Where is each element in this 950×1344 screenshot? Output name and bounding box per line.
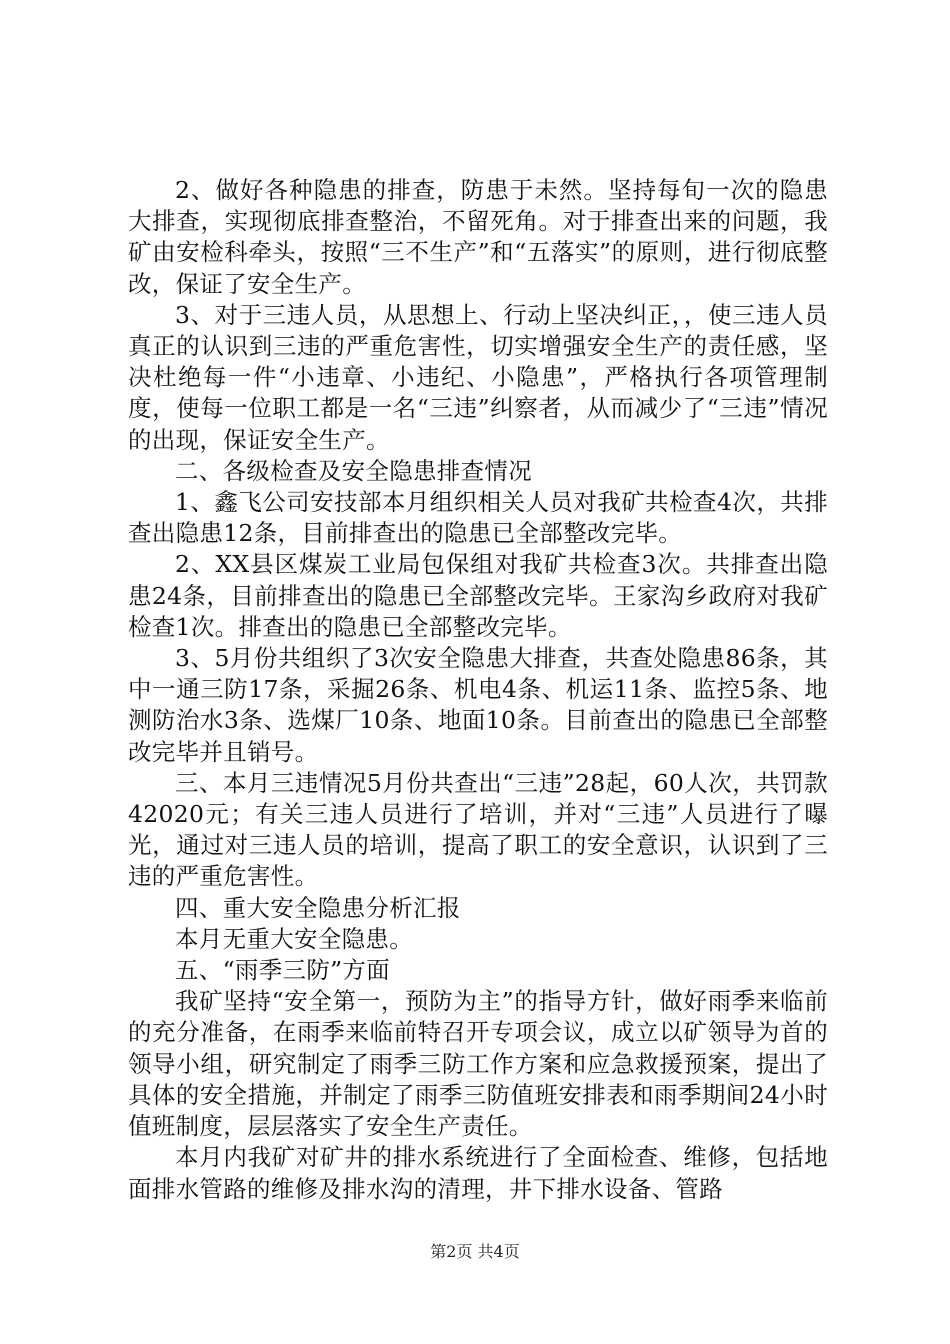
section-heading-rainy-season: 五、“雨季三防”方面	[175, 956, 391, 985]
page-number-footer: 第2页 共4页	[430, 1242, 520, 1261]
paragraph-drainage-inspection: 本月内我矿对矿井的排水系统进行了全面检查、维修，包括地面排水管路的维修及排水沟的清理，井下排水设备、管路	[128, 1143, 828, 1203]
section-heading-major-hazards: 四、重大安全隐患分析汇报	[175, 893, 461, 922]
paragraph-rainy-season-preparation: 我矿坚持“安全第一，预防为主”的指导方针，做好雨季来临前的充分准备，在雨季来临前特召开专项会议，成立以矿领导为首的领导小组，研究制定了雨季三防工作方案和应急救援预案，提出了具体的安全措施，并制定了雨季三防值班安排表和雨季期间24小时值班制度，层层落实了安全生产责任。	[128, 987, 828, 1141]
paragraph-hazard-inspection: 2、做好各种隐患的排查，防患于未然。坚持每旬一次的隐患大排查，实现彻底排查整治，不留死角。对于排查出来的问题，我矿由安检科牵头，按照“三不生产”和“五落实”的原则，进行彻底整改，保证了安全生产。	[128, 176, 828, 298]
paragraph-three-violations-correction: 3、对于三违人员，从思想上、行动上坚决纠正，，使三违人员真正的认识到三违的严重危害性，切实增强安全生产的责任感，坚决杜绝每一件“小违章、小违纪、小隐患”，严格执行各项管理制度，使每一位职工都是一名“三违”纠察者，从而减少了“三违”情况的出现，保证安全生产。	[128, 300, 828, 454]
document-body	[128, 175, 828, 1205]
paragraph-three-violations-may: 三、本月三违情况5月份共查出“三违”28起，60人次，共罚款42020元；有关三违人员进行了培训，并对“三违”人员进行了曝光，通过对三违人员的培训，提高了职工的安全意识，认识到了三违的严重危害性。	[128, 768, 828, 891]
section-heading-inspections: 二、各级检查及安全隐患排查情况	[175, 456, 532, 485]
paragraph-may-hazard-check: 3、5月份共组织了3次安全隐患大排查，共查处隐患86条，其中一通三防17条，采掘26条、机电4条、机运11条、监控5条、地测防治水3条、选煤厂10条、地面10条。目前查出的隐患已全部整改完毕并且销号。	[128, 644, 828, 766]
paragraph-no-major-hazards: 本月无重大安全隐患。	[175, 924, 413, 953]
paragraph-company-inspection: 1、鑫飞公司安技部本月组织相关人员对我矿共检查4次，共排查出隐患12条，目前排查出的隐患已全部整改完毕。	[128, 488, 828, 548]
paragraph-county-inspection: 2、XX县区煤炭工业局包保组对我矿共检查3次。共排查出隐患24条，目前排查出的隐患已全部整改完毕。王家沟乡政府对我矿检查1次。排查出的隐患已全部整改完毕。	[128, 550, 828, 641]
